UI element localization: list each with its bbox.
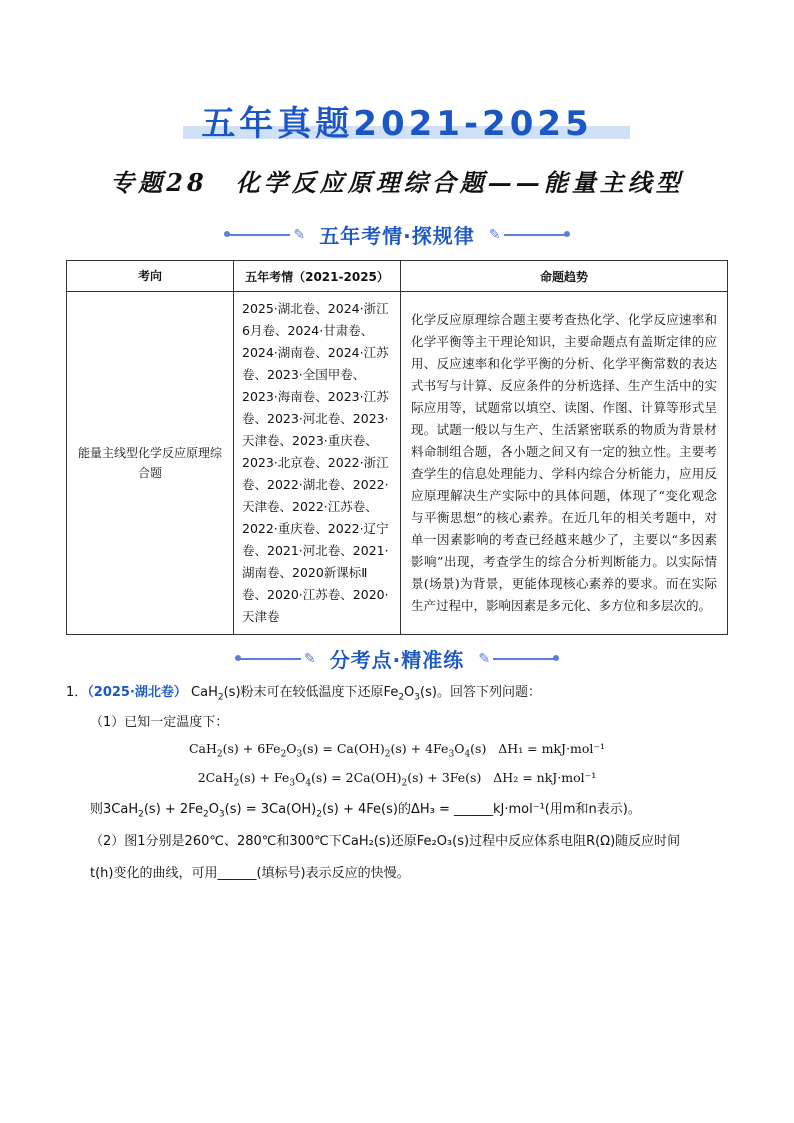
stem-text: 粉末可在较低温度下还原 <box>240 685 384 700</box>
question-source: （2025·湖北卷） <box>87 685 187 700</box>
formula-fe2o3: $Fe_2O_3(s)$ <box>383 685 437 703</box>
col-header-years: 五年考情（2021-2025） <box>234 261 401 292</box>
cell-trend: 化学反应原理综合题主要考查热化学、化学反应速率和化学平衡等主干理论知识，主要命题点有盖斯定律的应用、反应速率和化学平衡的分析、化学平衡常数的表达式书写与计算、反应条件的分析选择、生产生活中的实际应用等，试题常以填空、读图、作图、计算等形式呈现。试题一般以与生产、生活紧密联系的物质为背景材料命制组合题，各小题之间又有一定的独立性。主要考查学生的信息处理能力、学科内综合分析能力，应用反应原理解决生产实际中的具体问题，体现了“变化观念与平衡思想”的核心素养。在近几年的相关考题中，对单一因素影响的考查已经越来越少了，主要以“多因素影响”出现，考查学生的综合分析判断能力。以实际情景(场景)为背景，更能体现核心素养的要求。而在实际生产过程中，影响因素是多元化、多方位和多层次的。 <box>401 292 728 635</box>
formula-cah2: CaH$_2$(s) <box>191 685 241 703</box>
equation-1: $CaH_2(s) + 6Fe_2O_3(s) = Ca(OH)_2(s) + 4Fe_3O_4(s) \Delta H_1 = mkJ\cdot mol^{-1}$ <box>188 741 606 760</box>
stem-end: 。回答下列问题： <box>436 685 541 700</box>
col-header-trend: 命题趋势 <box>401 261 728 292</box>
cell-years: 2025·湖北卷、2024·浙江6月卷、2024·甘肃卷、2024·湖南卷、2024·江苏卷、2023·全国甲卷、2023·海南卷、2023·江苏卷、2023·河北卷、2023·天津卷、2023·重庆卷、2023·北京卷、2022·浙江卷、2022·湖北卷、2022·天津卷、2022·江苏卷、2022·重庆卷、2022·辽宁卷、2021·河北卷、2021·湖南卷、2020新课标Ⅱ卷、2020·江苏卷、2020·天津卷 <box>234 292 401 635</box>
decor-line-left <box>239 658 301 660</box>
equation-2-dh: ΔH₂ = nkJ·mol⁻¹ <box>493 770 597 785</box>
part2-line2: t(h)变化的曲线，可用______(填标号)表示反应的快慢。 <box>90 866 410 881</box>
pen-icon: ✎ <box>303 650 316 667</box>
col-header-topic: 考向 <box>67 261 234 292</box>
decor-line-right <box>504 234 566 236</box>
decor-line-left <box>228 234 290 236</box>
question-stem <box>66 683 541 708</box>
page-subtitle: 专题28 化学反应原理综合题——能量主线型 <box>110 168 684 197</box>
section-header-trends <box>0 220 794 249</box>
equation-1-dh: ΔH₁ = mkJ·mol⁻¹ <box>498 741 606 756</box>
part1-answer-prompt: 的ΔH₃ = ______kJ·mol⁻¹(用m和n表示)。 <box>397 802 641 817</box>
part1-intro: （1）已知一定温度下： <box>90 715 229 730</box>
page-title: 五年真题2021-2025 <box>201 104 593 144</box>
decor-line-right <box>493 658 555 660</box>
part1-question: 则$3CaH_2(s) + 2Fe_2O_3(s) = 3Ca(OH)_2(s) + 4Fe(s)$的ΔH₃ = ______kJ·mol⁻¹(用m和n表示)。 <box>90 802 641 820</box>
equation-2: $2CaH_2(s) + Fe_3O_4(s) = 2Ca(OH)_2(s) + 3Fe(s) \Delta H_2 = nkJ\cdot mol^{-1}$ <box>197 770 597 789</box>
section-label: 五年考情·探规律 <box>319 224 475 248</box>
part2-line1: （2）图1分别是260℃、280℃和300℃下CaH₂(s)还原Fe₂O₃(s)过程中反应体系电阻R(Ω)随反应时间 <box>90 834 681 849</box>
question-number: 1． <box>66 685 88 700</box>
cell-topic: 能量主线型化学反应原理综合题 <box>67 292 234 635</box>
table-header-row <box>67 261 728 292</box>
section-header-practice <box>0 644 794 673</box>
pen-icon: ✎ <box>293 226 306 243</box>
pen-icon: ✎ <box>488 226 501 243</box>
table-row <box>67 292 728 635</box>
pen-icon: ✎ <box>478 650 491 667</box>
section-label: 分考点·精准练 <box>329 648 465 672</box>
exam-trend-table <box>66 260 728 635</box>
